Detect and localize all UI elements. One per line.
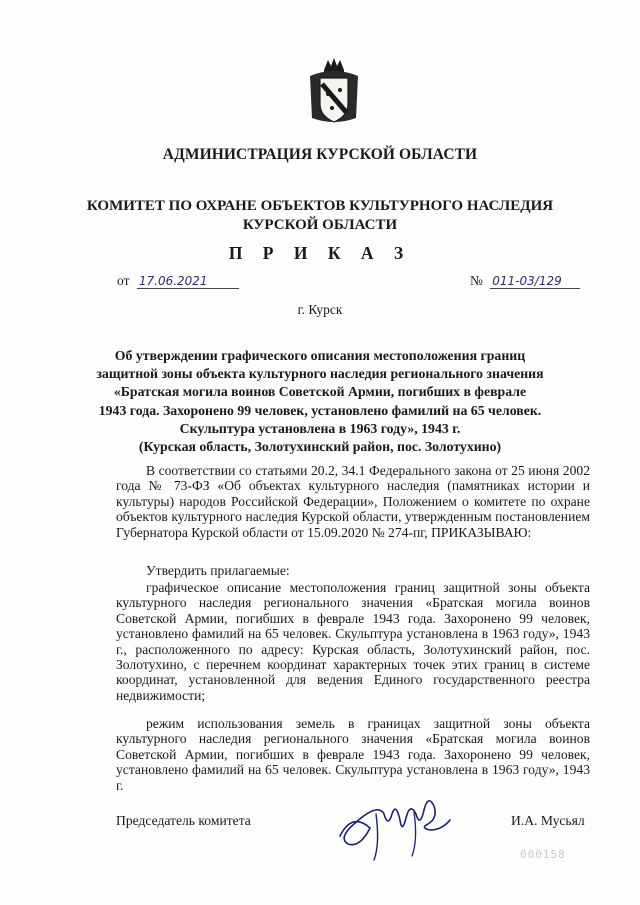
- title-line: Скульптура установлена в 1963 году», 1943 г.: [179, 420, 461, 436]
- title-line: Об утверждении графического описания местоположения границ: [114, 348, 526, 363]
- registration-stamp-number: 000158: [520, 848, 566, 861]
- committee-heading: [0, 197, 640, 235]
- administration-heading: АДМИНИСТРАЦИЯ КУРСКОЙ ОБЛАСТИ: [162, 146, 478, 163]
- signatory-position: Председатель комитета: [116, 813, 251, 828]
- committee-line-2: КУРСКОЙ ОБЛАСТИ: [242, 217, 398, 233]
- order-date: [117, 273, 239, 289]
- signatory-name: И.А. Мусьял: [511, 813, 585, 828]
- title-line: (Курская область, Золотухинский район, пос. Золотухино): [138, 439, 502, 455]
- date-prefix: от: [117, 273, 130, 288]
- paragraph-approve: Утвердить прилагаемые:: [146, 563, 290, 578]
- committee-line-1: КОМИТЕТ ПО ОХРАНЕ ОБЪЕКТОВ КУЛЬТУРНОГО НАСЛЕДИЯ: [86, 198, 554, 214]
- number-value: 011-03/129: [490, 274, 580, 289]
- order-title: [0, 347, 640, 456]
- number-prefix: №: [470, 273, 483, 288]
- paragraph-preamble: В соответствии со статьями 20.2, 34.1 Федерального закона от 25 июня 2002 года № 73-ФЗ «Об объектах культурного наследия (памятниках истории и культуры) народов Российской Федерации», Положением о комитете по охране объектов культурного наследия Курской области, утвержденным постановлением Губернатора Курской области от 15.09.2020 № 274-пг, ПРИКАЗЫВАЮ:: [116, 463, 590, 540]
- paragraph-land-use-regime: режим использования земель в границах защитной зоны объекта культурного наследия регионального значения «Братская могила воинов Советской Армии, погибших в феврале 1943 года. Захоронено 99 человек, установлено фамилий на 65 человек. Скульптура установлена в 1963 году», 1943 г.: [116, 716, 590, 793]
- title-line: 1943 года. Захоронено 99 человек, установлено фамилий на 65 человек.: [98, 402, 542, 418]
- title-line: «Братская могила воинов Советской Армии, погибших в феврале: [113, 384, 527, 400]
- order-number: [470, 273, 580, 289]
- kursk-coat-of-arms-icon: [306, 56, 362, 128]
- title-line: защитной зоны объекта культурного наследия регионального значения: [96, 366, 544, 382]
- paragraph-graphic-description: графическое описание местоположения границ защитной зоны объекта культурного наследия регионального значения «Братская могила воинов Советской Армии, погибших в феврале 1943 года. Захоронено 99 человек, установлено фамилий на 65 человек. Скульптура установлена в 1963 году», 1943 г., расположенного по адресу: Курская область, Золотухинский район, пос. Золотухино, с перечнем координат характерных точек этих границ в системе координат, установленной для ведения Единого государственного реестра недвижимости;: [116, 580, 590, 703]
- document-type: П Р И К А З: [228, 243, 412, 263]
- city-label: г. Курск: [297, 302, 343, 317]
- date-value: 17.06.2021: [137, 274, 239, 289]
- handwritten-signature-icon: [330, 784, 460, 864]
